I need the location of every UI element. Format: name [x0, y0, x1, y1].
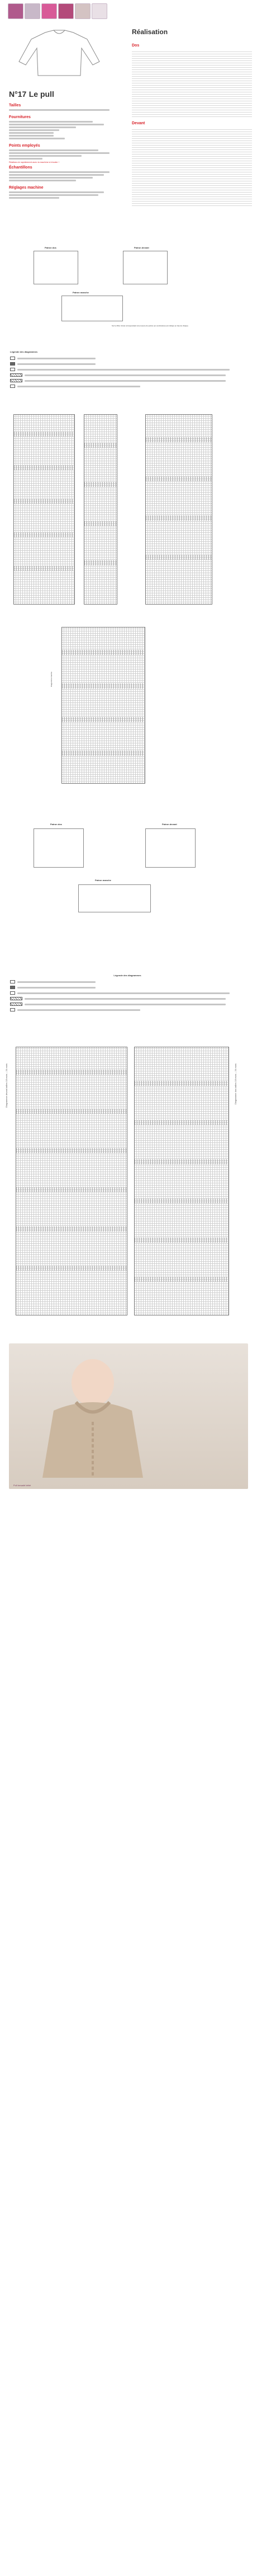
stitch-knit-icon [10, 357, 15, 360]
diagram-1-sleeve [61, 627, 145, 784]
garment-sketch [15, 28, 104, 78]
thumb-6[interactable] [92, 3, 107, 19]
section-reglages: Réglages machine [9, 186, 44, 190]
diagram-2-front [16, 1047, 127, 1315]
cable-right-icon [10, 379, 22, 382]
pattern-number: N°17 [9, 90, 27, 99]
pattern-heading [9, 90, 121, 100]
schemas-1 [11, 246, 246, 336]
thumb-2[interactable] [25, 3, 40, 19]
dos-text [132, 50, 252, 117]
thumb-1[interactable] [8, 3, 23, 19]
stitch2-double-icon [10, 991, 15, 995]
diagram-1-right [145, 414, 212, 605]
header-thumbnails [8, 3, 108, 20]
schema-devant [123, 251, 168, 284]
legend-1-title: Légende des diagrammes [10, 350, 38, 353]
cable-left-icon [10, 373, 22, 377]
highlight-text: Réalisez-le rapidement avec la machine à tricoter ! [9, 161, 59, 163]
schema2-devant [145, 828, 196, 868]
diagram-1-side-label: Diagramme manche [50, 672, 53, 687]
diagram-2-left-label: Diagramme devant tailles 18 mois – 24 mois [5, 1064, 8, 1108]
cable2-left-icon [10, 997, 22, 1000]
stitch2-purl-icon [10, 986, 15, 989]
pattern-title: Le pull [28, 90, 54, 99]
sweater-sketch [15, 28, 104, 78]
diagram-1-left [13, 414, 75, 605]
schema2-manche-label: Patron manche [95, 879, 111, 882]
section-points: Points employés [9, 144, 40, 148]
devant-text [132, 128, 252, 206]
legend-1 [10, 350, 245, 389]
schema-dos-label: Patron dos [45, 246, 56, 249]
thumb-4[interactable] [58, 3, 74, 19]
stitch2-knit-icon [10, 980, 15, 983]
photo-caption: Pull torsadé bébé [13, 1484, 31, 1487]
realisation-column [132, 28, 252, 206]
schema-devant-label: Patron devant [134, 246, 149, 249]
schema-dos [34, 251, 78, 284]
stitch-purl-icon [10, 362, 15, 366]
schema2-devant-label: Patron devant [162, 823, 177, 826]
section-echantillons: Échantillons [9, 166, 32, 170]
pattern-info [9, 104, 123, 200]
cable2-right-icon [10, 1003, 22, 1006]
product-photo [9, 1343, 248, 1489]
section-fournitures: Fournitures [9, 115, 31, 119]
schema2-dos [34, 828, 84, 868]
increase2-icon [10, 1008, 15, 1011]
sweater-photo-illustration [9, 1343, 248, 1489]
stitch-double-icon [10, 368, 15, 371]
legend-2-title: Légende des diagrammes [113, 974, 141, 977]
thumb-3[interactable] [41, 3, 57, 19]
diagram-2-right-label: Diagramme dos tailles 18 mois – 24 mois [234, 1064, 237, 1105]
schema2-dos-label: Patron dos [50, 823, 62, 826]
schemas-2 [11, 823, 246, 935]
schema-manche-label: Patron manche [73, 291, 89, 294]
diagram-1-middle [84, 414, 117, 605]
realisation-title: Réalisation [132, 28, 168, 36]
diagram-2-back [134, 1047, 229, 1315]
thumb-5[interactable] [75, 3, 91, 19]
dos-heading: Dos [132, 44, 140, 48]
section-tailles: Tailles [9, 104, 21, 107]
schema2-manche [78, 884, 151, 912]
devant-heading: Devant [132, 121, 145, 125]
schema-manche [61, 296, 123, 321]
increase-icon [10, 385, 15, 388]
legend-2 [10, 974, 245, 1013]
schema-note: Sur le tiffon tricoté correspondant à la mesure du patron (en centimètres) est indiqué en bas de chaque. [112, 325, 189, 327]
